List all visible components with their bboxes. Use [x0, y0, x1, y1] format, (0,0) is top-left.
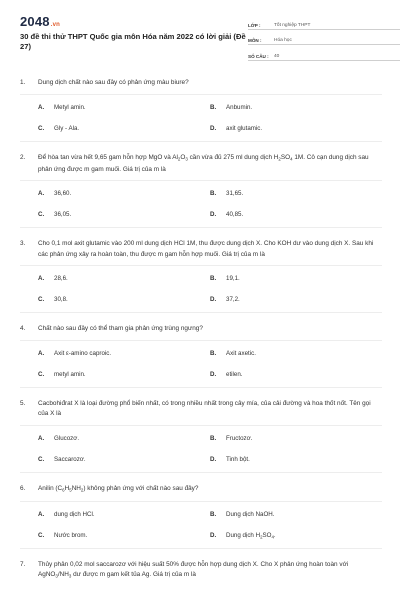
question-number: 7. — [20, 560, 26, 568]
option-text: axit glutamic. — [226, 124, 263, 132]
option-a[interactable] — [38, 350, 111, 357]
question-text — [20, 78, 382, 89]
option-text: metyl amin. — [54, 370, 86, 378]
option-a[interactable] — [38, 511, 95, 518]
option-text: Glucozơ. — [54, 434, 80, 442]
question-2 — [20, 153, 382, 240]
question-body: Cacbohiđrat X là loại đường phổ biến nhất, có trong nhiều nhất trong cây mía, của cải đường và hoa thốt nốt. Tên gọi của X là — [38, 399, 371, 417]
question-body: Anilin $(C_6H_5NH_2)$ không phản ứng với chất nào sau đây? — [38, 484, 199, 492]
meta-value: 40 — [274, 53, 280, 59]
question-text — [20, 324, 382, 335]
meta-label: LỚP : — [248, 22, 261, 28]
option-letter: C. — [38, 296, 45, 303]
question-number: 6. — [20, 484, 26, 492]
option-text: etilen. — [226, 370, 243, 378]
exam-title: 30 đề thi thử THPT Quốc gia môn Hóa năm 2022 có lời giải (Đề 27) — [20, 32, 246, 51]
option-c[interactable] — [38, 532, 87, 539]
option-text: Anbumin. — [226, 103, 253, 111]
question-text — [20, 484, 382, 496]
answer-options — [20, 341, 382, 387]
option-text: 28,6. — [54, 275, 68, 282]
option-d[interactable] — [210, 532, 276, 540]
option-c[interactable] — [38, 211, 71, 218]
option-c[interactable] — [38, 296, 68, 303]
answer-options — [20, 502, 382, 548]
option-b[interactable] — [210, 104, 252, 111]
option-letter: A. — [38, 434, 45, 442]
option-a[interactable] — [38, 104, 86, 111]
option-letter: A. — [38, 103, 45, 111]
option-b[interactable] — [210, 511, 275, 518]
option-text: Fructozơ. — [226, 434, 253, 442]
option-d[interactable] — [210, 371, 243, 378]
option-letter: D. — [210, 455, 217, 463]
question-1 — [20, 78, 382, 153]
option-text: Axit ε-amino caproic. — [54, 349, 112, 357]
question-number: 4. — [20, 325, 26, 332]
option-d[interactable] — [210, 296, 240, 303]
question-6 — [20, 484, 382, 560]
question-5 — [20, 399, 382, 484]
option-letter: D. — [210, 531, 217, 539]
question-4 — [20, 324, 382, 399]
option-b[interactable] — [210, 435, 252, 442]
option-text: Tinh bột. — [226, 455, 250, 463]
option-letter: B. — [210, 190, 217, 197]
meta-value: Hóa học — [274, 38, 292, 43]
option-d[interactable] — [210, 211, 243, 218]
option-letter: B. — [210, 349, 217, 357]
question-list — [20, 78, 382, 582]
meta-row-subject — [248, 32, 400, 46]
question-body: Để hòa tan vừa hết 9,65 gam hỗn hợp MgO và $Al_2O_3$ cần vừa đủ 275 ml dung dịch $H_2SO_4$ 1M. Cô cạn dung dịch sau phản ứng được m gam muối. Giá trị của m là — [38, 153, 369, 173]
option-letter: A. — [38, 190, 45, 197]
option-text: 31,65. — [226, 190, 244, 197]
question-number: 2. — [20, 153, 26, 161]
option-letter: C. — [38, 455, 45, 463]
meta-label: SỐ CÂU : — [248, 53, 269, 59]
option-b[interactable] — [210, 350, 256, 357]
meta-row-class — [248, 16, 400, 30]
option-text: Nước brom. — [54, 531, 88, 539]
option-c[interactable] — [38, 456, 86, 463]
option-c[interactable] — [38, 125, 79, 132]
option-text: 40,85. — [226, 211, 244, 218]
option-letter: C. — [38, 124, 45, 132]
question-body: Thủy phân 0,02 mol saccarozơ với hiệu suất 50% được hỗn hợp dung dịch X. Cho X phản ứng hoàn toàn với $AgNO_3/NH_3$ dư được m gam kết tủa Ag. Giá trị của m là — [38, 560, 349, 579]
option-text: dung dịch HCl. — [54, 510, 95, 518]
option-text: Saccarozơ. — [54, 455, 86, 463]
question-text — [20, 399, 382, 420]
option-text: 37,2. — [226, 296, 240, 303]
question-7 — [20, 560, 382, 583]
option-letter: A. — [38, 510, 45, 518]
option-text: 19,1. — [226, 275, 240, 282]
question-text — [20, 560, 382, 583]
option-a[interactable] — [38, 435, 79, 442]
meta-row-count — [248, 47, 400, 61]
meta-value: Tốt nghiệp THPT — [274, 22, 311, 28]
option-letter: D. — [210, 211, 217, 218]
question-number: 3. — [20, 240, 26, 247]
exam-meta — [248, 16, 400, 63]
option-letter: D. — [210, 296, 217, 303]
option-letter: B. — [210, 275, 217, 282]
option-b[interactable] — [210, 275, 240, 282]
site-logo[interactable]: 2048.vn — [20, 14, 61, 29]
question-text — [20, 239, 382, 260]
option-d[interactable] — [210, 456, 250, 463]
option-letter: B. — [210, 103, 217, 111]
option-text: 36,05. — [54, 211, 72, 218]
option-letter: C. — [38, 370, 45, 378]
answer-options — [20, 266, 382, 312]
option-text: Axit axetic. — [226, 349, 256, 357]
option-text: 30,8. — [54, 296, 68, 303]
page-header — [20, 12, 380, 72]
option-a[interactable] — [38, 190, 71, 197]
option-text: Metyl amin. — [54, 103, 86, 111]
option-b[interactable] — [210, 190, 243, 197]
option-text: Gly - Ala. — [54, 124, 80, 132]
option-letter: B. — [210, 510, 217, 518]
meta-label: MÔN : — [248, 38, 262, 43]
question-text — [20, 153, 382, 176]
option-text: Dung dịch $H_2SO_4$. — [226, 531, 276, 539]
question-number: 5. — [20, 399, 26, 407]
question-body: Cho 0,1 mol axit glutamic vào 200 ml dung dịch HCl 1M, thu được dung dịch X. Cho KOH dư vào dung dịch X. Sau khi các phản ứng xảy ra hoàn toàn, thu được m gam hỗn hợp muối. Giá trị của m là — [38, 240, 374, 258]
option-letter: C. — [38, 531, 45, 539]
answer-options — [20, 426, 382, 472]
option-letter: D. — [210, 370, 217, 378]
question-body: Dung dịch chất nào sau đây có phản ứng màu biure? — [38, 79, 189, 86]
option-letter: B. — [210, 434, 217, 442]
option-text: Dung dịch NaOH. — [226, 510, 275, 518]
option-c[interactable] — [38, 371, 86, 378]
option-letter: A. — [38, 275, 45, 282]
answer-options — [20, 95, 382, 141]
answer-options — [20, 181, 382, 227]
option-letter: D. — [210, 124, 217, 132]
option-a[interactable] — [38, 275, 68, 282]
question-number: 1. — [20, 79, 26, 86]
option-letter: A. — [38, 349, 45, 357]
question-3 — [20, 239, 382, 324]
option-d[interactable] — [210, 125, 262, 132]
option-letter: C. — [38, 211, 45, 218]
option-text: 36,60. — [54, 190, 72, 197]
question-body: Chất nào sau đây có thể tham gia phản ứng trùng ngưng? — [38, 325, 203, 332]
